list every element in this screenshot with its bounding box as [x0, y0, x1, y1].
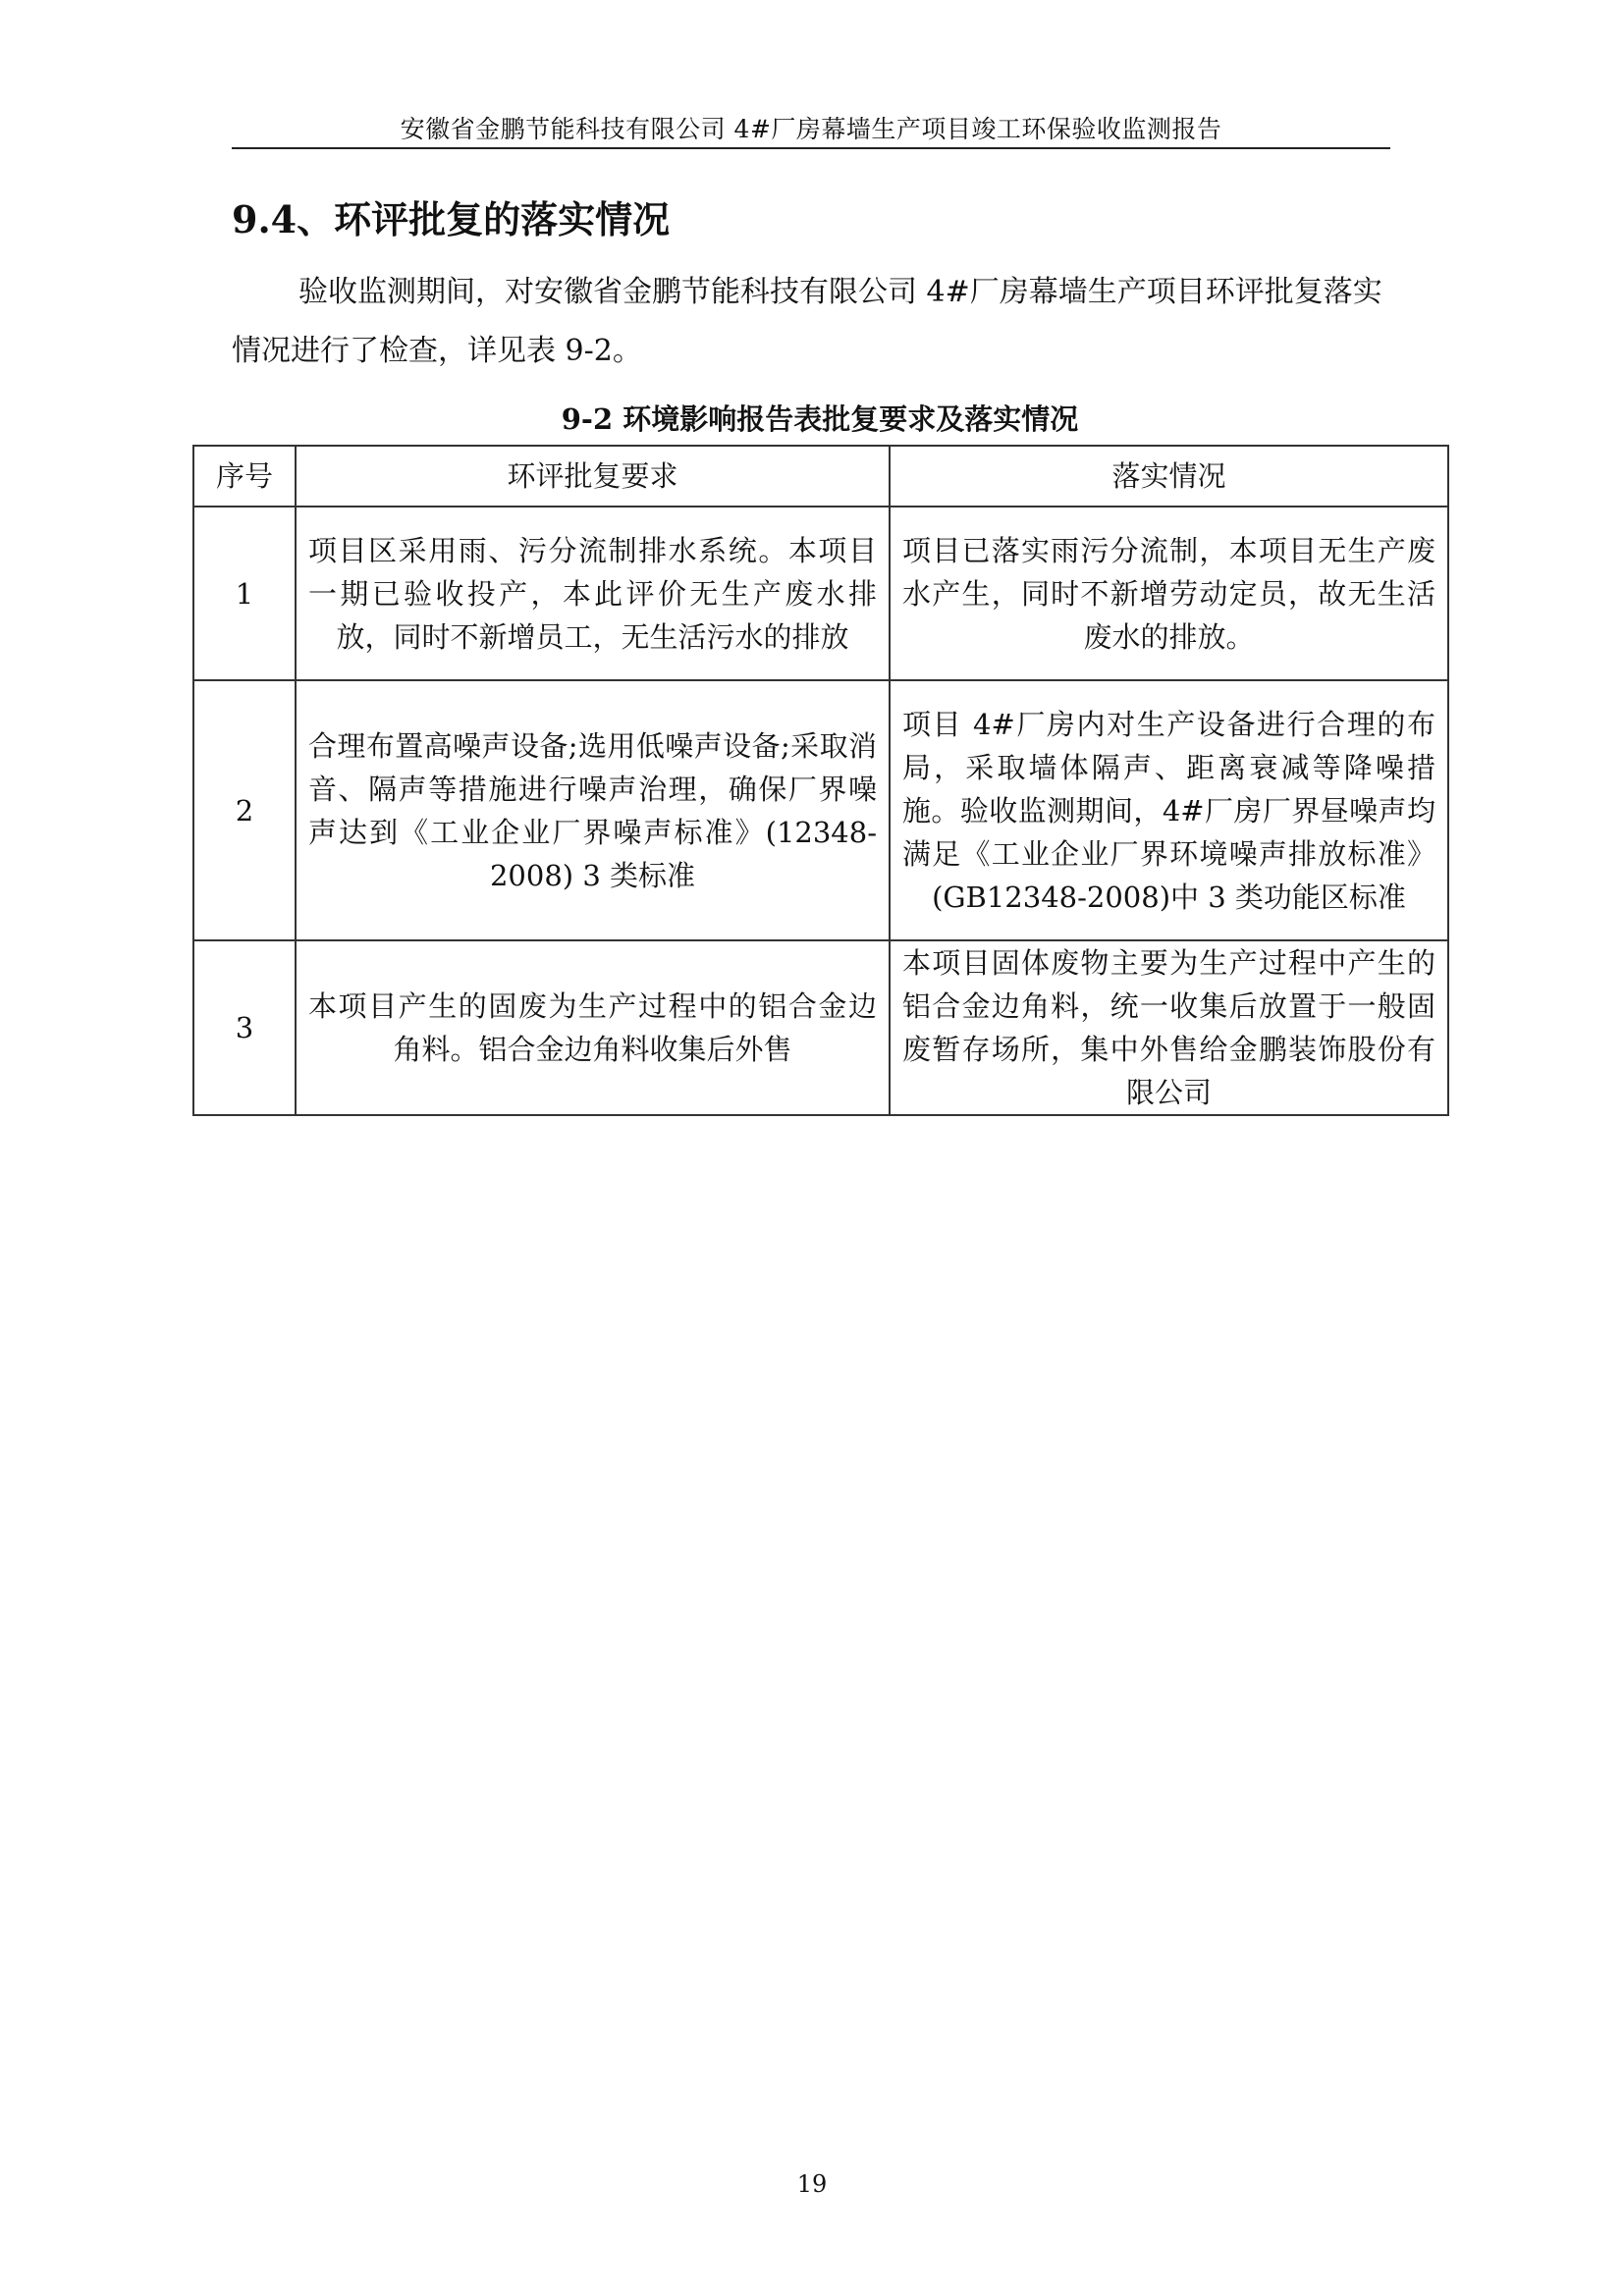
header-rule [232, 147, 1390, 149]
requirement-cell: 项目区采用雨、污分流制排水系统。本项目一期已验收投产，本此评价无生产废水排放，同时不新增员工，无生活污水的排放 [296, 507, 890, 680]
implementation-cell: 本项目固体废物主要为生产过程中产生的铝合金边角料，统一收集后放置于一般固废暂存场所，集中外售给金鹏装饰股份有限公司 [890, 940, 1448, 1115]
page-header: 安徽省金鹏节能科技有限公司 4#厂房幕墙生产项目竣工环保验收监测报告 [400, 115, 1222, 143]
column-header-requirement: 环评批复要求 [296, 446, 890, 507]
table-row [193, 507, 1448, 680]
row-number: 3 [193, 940, 296, 1115]
table-caption: 9-2 环境影响报告表批复要求及落实情况 [561, 402, 1079, 436]
requirements-table [192, 445, 1449, 1116]
page-number: 19 [796, 2170, 828, 2198]
column-header-no: 序号 [193, 446, 296, 507]
requirement-cell: 合理布置高噪声设备;选用低噪声设备;采取消音、隔声等措施进行噪声治理，确保厂界噪声达到《工业企业厂界噪声标准》(12348-2008) 3 类标准 [296, 680, 890, 940]
implementation-cell: 项目已落实雨污分流制，本项目无生产废水产生，同时不新增劳动定员，故无生活废水的排放。 [890, 507, 1448, 680]
implementation-cell: 项目 4#厂房内对生产设备进行合理的布局，采取墙体隔声、距离衰减等降噪措施。验收监测期间，4#厂房厂界昼噪声均满足《工业企业厂界环境噪声排放标准》(GB12348-2008)中 3 类功能区标准 [890, 680, 1448, 940]
table-row [193, 940, 1448, 1115]
requirement-cell: 本项目产生的固废为生产过程中的铝合金边角料。铝合金边角料收集后外售 [296, 940, 890, 1115]
table-row [193, 680, 1448, 940]
section-title: 9.4、环评批复的落实情况 [232, 197, 671, 241]
row-number: 2 [193, 680, 296, 940]
row-number: 1 [193, 507, 296, 680]
intro-paragraph: 验收监测期间，对安徽省金鹏节能科技有限公司 4#厂房幕墙生产项目环评批复落实情况进行了检查，详见表 9-2。 [232, 275, 1382, 368]
table-header-row [193, 446, 1448, 507]
column-header-implementation: 落实情况 [890, 446, 1448, 507]
